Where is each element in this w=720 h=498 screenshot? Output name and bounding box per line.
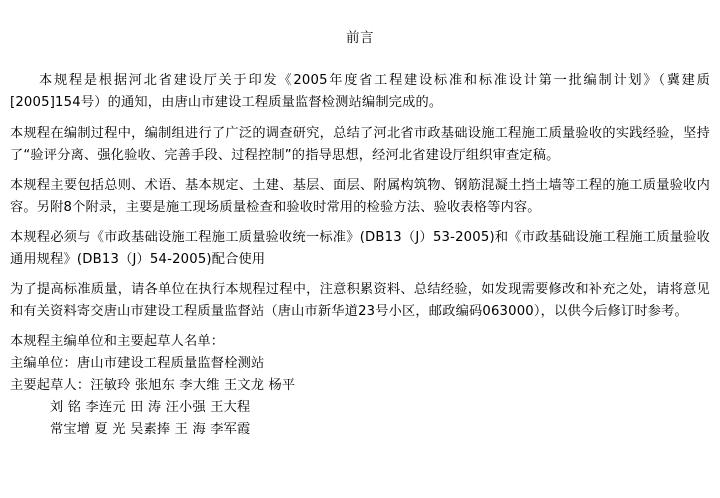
paragraph-4: 本规程必须与《市政基础设施工程施工质量验收统一标准》(DB13（J）53-2005)和《市政基础设施工程施工质量验收通用规程》(DB13（J）54-2005)配合使用 [10,229,710,267]
credit-label-authors: 主要起草人： [10,377,91,393]
paragraph-5: 为了提高标准质量，请各单位在执行本规程过程中，注意积累资料、总结经验，如发现需要修改和补充之处，请将意见和有关资料寄交唐山市建设工程质量监督站（唐山市新华道23号小区，邮政编码063000），以供今后修订时参考。 [10,281,710,319]
credit-value-authors-3: 常宝增 夏 光 吴素捧 王 海 李军霞 [50,421,251,437]
credit-line-authors [10,375,710,397]
paragraph-3: 本规程主要包括总则、术语、基本规定、土建、基层、面层、附属构筑物、钢筋混凝土挡土墙等工程的施工质量验收内容。另附8个附录，主要是施工现场质量检查和验收时常用的检验方法、验收表格等内容。 [10,177,710,215]
credit-line-authors-2 [10,397,710,419]
credit-value-authors: 汪敏玲 张旭东 李大维 王文龙 杨平 [90,377,296,393]
paragraph-2: 本规程在编制过程中，编制组进行了广泛的调查研究，总结了河北省市政基础设施工程施工质量验收的实践经验，坚持了“验评分离、强化验收、完善手段、过程控制”的指导思想，经河北省建设厅组织审查定稿。 [10,125,710,163]
page-title: 前言 [346,30,374,46]
credit-value-main-unit: 唐山市建设工程质量监督栓测站 [76,355,265,371]
credit-label-main-unit: 主编单位： [10,355,77,371]
paragraph-1: 本规程是根据河北省建设厅关于印发《2005年度省工程建设标准和标准设计第一批编制计划》（冀建质[2005]154号）的通知，由唐山市建设工程质量监督检测站编制完成的。 [10,72,710,110]
paragraph-6: 本规程主编单位和主要起草人名单： [10,333,225,349]
credit-value-authors-2: 刘 铭 李连元 田 涛 汪小强 王大程 [50,399,251,415]
document-page [0,32,720,498]
credit-line-authors-3 [10,419,710,441]
credit-line-main-unit [10,353,710,375]
